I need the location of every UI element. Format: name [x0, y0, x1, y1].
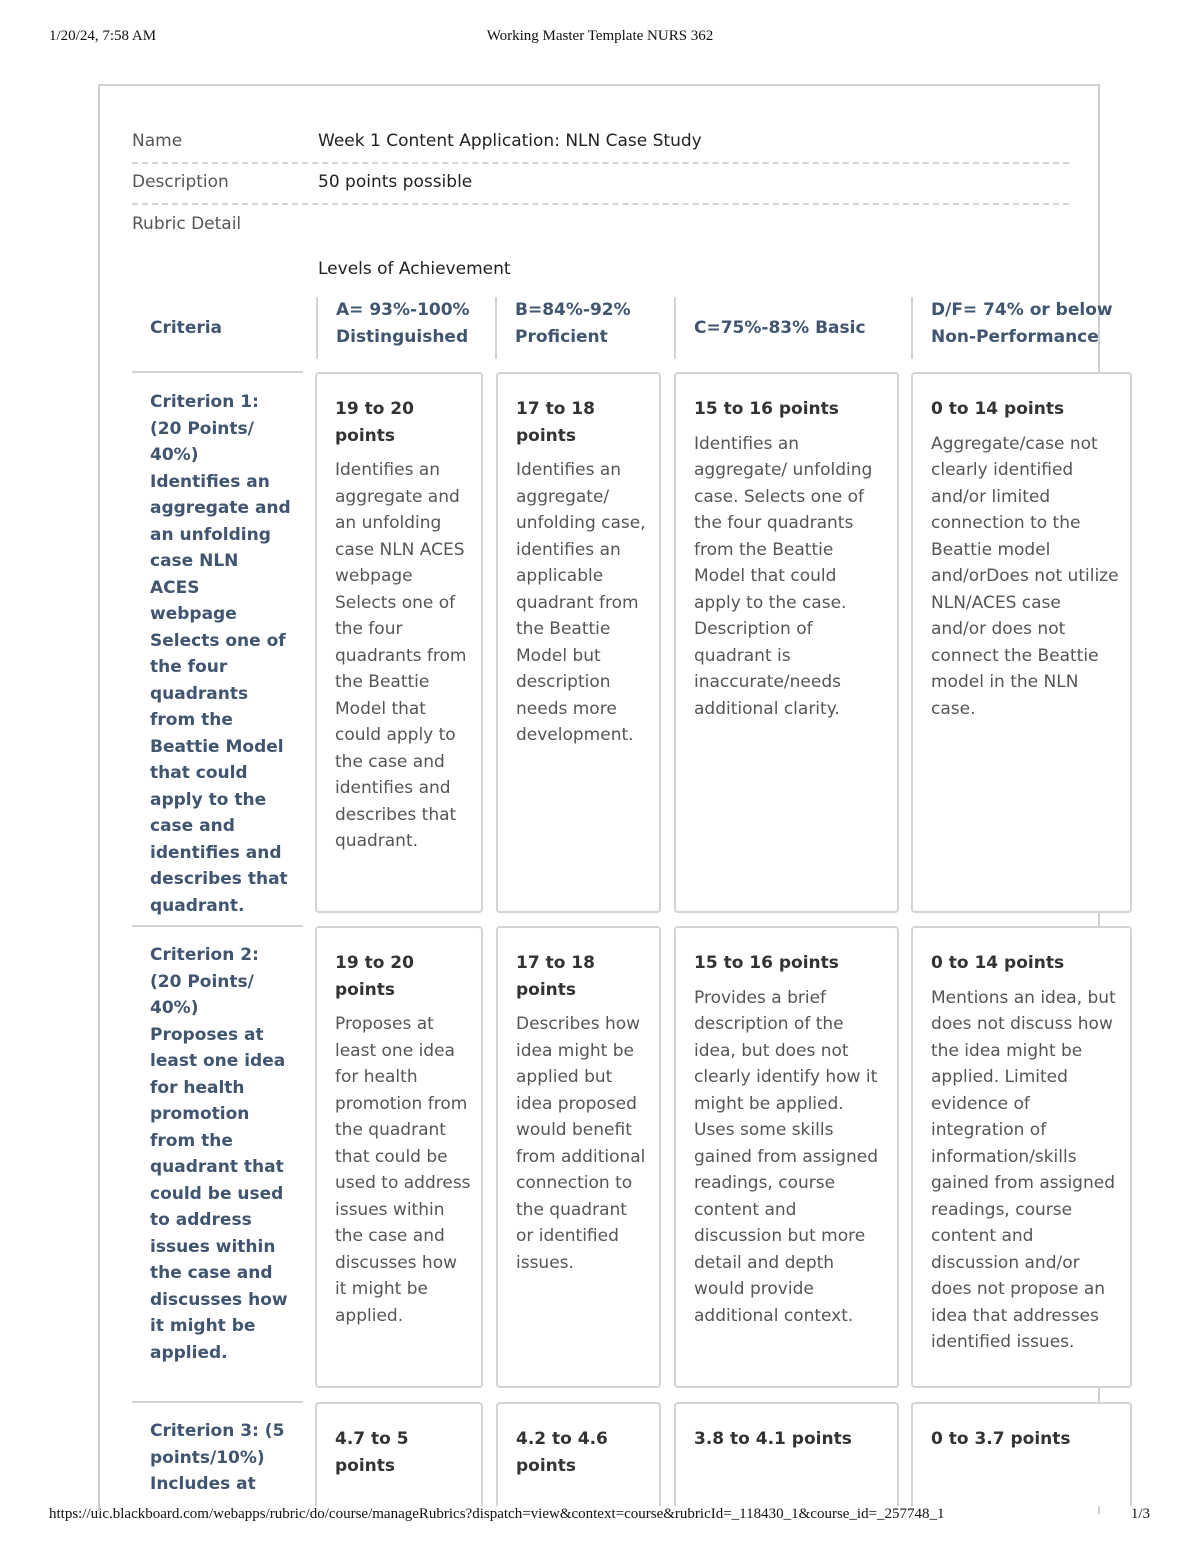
rubric-detail-label: Rubric Detail [132, 214, 242, 234]
name-label: Name [132, 131, 183, 151]
points-range: 19 to 20 points [335, 399, 414, 446]
criterion-1-level-b-cell [496, 372, 661, 913]
rubric-description: 50 points possible [318, 172, 473, 192]
points-range: 15 to 16 points [694, 399, 839, 419]
level-description: Identifies an aggregate/ unfolding case. Selects one of the four quadrants from the Beattie Model that could apply to the case. Description of quadrant is inaccurate/needs additional clarity. [694, 433, 873, 719]
level-description: Identifies an aggregate/ unfolding case, identifies an applicable quadrant from the Beattie Model but description needs more development. [516, 460, 646, 745]
level-header-c: C=75%-83% Basic [674, 297, 910, 359]
level-header-a: A= 93%-100% Distinguished [316, 297, 494, 359]
levels-of-achievement-title: Levels of Achievement [318, 259, 511, 279]
points-range: 19 to 20 points [335, 953, 414, 1000]
level-description: Mentions an idea, but does not discuss how the idea might be applied. Limited evidence of integration of information/skills gained from assigned readings, course content and discussion and/or does not propose an idea that addresses identified issues. [931, 987, 1116, 1352]
criterion-1-level-a-cell [315, 372, 483, 913]
criterion-1-label: Criterion 1: (20 Points/ 40%) Identifies an aggregate and an unfolding case NLN ACES webpage Selects one of the four quadrants from the Beattie Model that could apply to the case and identifies and describes that quadrant. [150, 392, 291, 916]
criterion-3-level-a-cell [315, 1402, 483, 1506]
criterion-1-level-df-cell [911, 372, 1132, 913]
points-range: 17 to 18 points [516, 953, 595, 1000]
points-range: 0 to 3.7 points [931, 1429, 1071, 1449]
criterion-1-level-c-cell [674, 372, 899, 913]
row-divider [132, 1401, 303, 1403]
criteria-column-header: Criteria [150, 318, 223, 338]
criterion-3-level-c-cell [674, 1402, 899, 1506]
level-description: Identifies an aggregate and an unfolding case NLN ACES webpage Selects one of the four quadrants from the Beattie Model that could apply to the case and identifies and describes that quadrant. [335, 460, 467, 851]
points-range: 0 to 14 points [931, 399, 1065, 419]
points-range: 17 to 18 points [516, 399, 595, 446]
criterion-2-level-df-cell [911, 926, 1132, 1388]
points-range: 4.7 to 5 points [335, 1429, 409, 1476]
points-range: 3.8 to 4.1 points [694, 1429, 852, 1449]
points-range: 15 to 16 points [694, 953, 839, 973]
criterion-3-label: Criterion 3: (5 points/10%) Includes at [150, 1421, 285, 1494]
criterion-2-label: Criterion 2: (20 Points/ 40%) Proposes at least one idea for health promotion from the quadrant that could be used to address issues within the case and discusses how it might be applied. [150, 945, 288, 1363]
rubric-name: Week 1 Content Application: NLN Case Study [318, 131, 702, 151]
criterion-2-level-c-cell [674, 926, 899, 1388]
print-page-number: 1/3 [1130, 1506, 1150, 1522]
level-header-b: B=84%-92% Proficient [495, 297, 671, 359]
print-page-title: Working Master Template NURS 362 [486, 28, 714, 44]
criterion-2-level-a-cell [315, 926, 483, 1388]
points-range: 4.2 to 4.6 points [516, 1429, 608, 1476]
level-description: Describes how idea might be applied but idea proposed would benefit from additional connection to the quadrant or identified issues. [516, 1014, 646, 1273]
level-description: Provides a brief description of the idea, but does not clearly identify how it might be applied. Uses some skills gained from assigned readings, course content and discussion but more detail and depth would provide additional context. [694, 987, 878, 1326]
row-divider [132, 371, 303, 373]
level-description: Proposes at least one idea for health promotion from the quadrant that could be used to address issues within the case and discusses how it might be applied. [335, 1014, 471, 1326]
level-description: Aggregate/case not clearly identified and/or limited connection to the Beattie model and/orDoes not utilize NLN/ACES case and/or does not connect the Beattie model in the NLN case. [931, 433, 1119, 719]
level-header-df: D/F= 74% or below Non-Performance [911, 297, 1111, 359]
points-range: 0 to 14 points [931, 953, 1065, 973]
criterion-3-level-b-cell [496, 1402, 661, 1506]
divider [132, 162, 1069, 164]
print-datetime: 1/20/24, 7:58 AM [49, 28, 157, 44]
criterion-3-level-df-cell [911, 1402, 1132, 1506]
criterion-2-level-b-cell [496, 926, 661, 1388]
row-divider [132, 925, 303, 927]
description-label: Description [132, 172, 229, 192]
print-url: https://uic.blackboard.com/webapps/rubric/do/course/manageRubrics?dispatch=view&context=course&rubricId=_118430_1&course_id=_257748_1 [49, 1506, 945, 1522]
divider [132, 203, 1069, 205]
